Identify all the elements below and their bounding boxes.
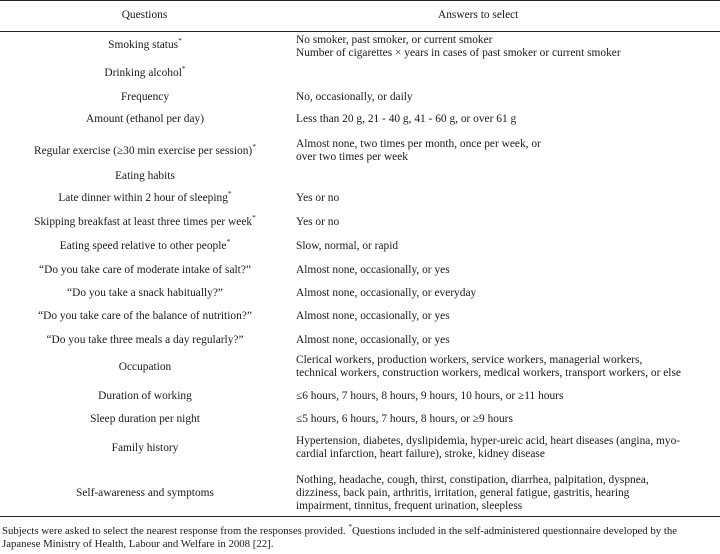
header-questions: Questions [121, 9, 168, 21]
table-header [0, 6, 720, 26]
question-cell: “Do you take care of moderate intake of salt?” [39, 264, 251, 276]
question-cell: Frequency [120, 91, 170, 103]
answer-line: impairment, tinnitus, frequent urination, sleepless [296, 500, 523, 513]
question-cell: Regular exercise (≥30 min exercise per session)* [34, 142, 256, 157]
answer-line: Almost none, occasionally, or yes [296, 310, 450, 322]
answer-cell [296, 354, 714, 380]
footnote-marker: * [348, 522, 353, 531]
question-cell: Duration of working [98, 390, 192, 402]
answer-cell [296, 474, 714, 514]
questionnaire-marker: * [252, 142, 256, 151]
answer-line: Yes or no [296, 192, 340, 204]
answer-line: Hypertension, diabetes, dyslipidemia, hyper-ureic acid, heart diseases (angina, myo- [296, 435, 681, 447]
question-cell: Occupation [118, 361, 172, 373]
questionnaire-marker: * [227, 189, 232, 198]
answer-cell [296, 34, 714, 60]
answer-line: cardial infarction, heart failure), stroke, kidney disease [296, 448, 545, 461]
answer-line: Almost none, occasionally, or yes [296, 334, 450, 346]
answer-line: Almost none, two times per month, once per week, or [296, 138, 541, 150]
answer-cell [296, 264, 714, 277]
question-cell: Late dinner within 2 hour of sleeping* [58, 189, 232, 204]
answer-cell [296, 192, 714, 205]
answer-line: technical workers, construction workers, medical workers, transport workers, or else [296, 367, 681, 380]
answer-line: dizziness, back pain, arthritis, irritation, general fatigue, gastritis, hearing [296, 487, 630, 500]
answer-line: ≤5 hours, 6 hours, 7 hours, 8 hours, or ≥9 hours [296, 413, 513, 425]
answer-cell [296, 91, 714, 104]
table-header-rule [0, 31, 720, 32]
answer-cell [296, 138, 714, 164]
answer-line: over two times per week [296, 151, 408, 164]
answer-cell [296, 413, 714, 426]
answer-line: Slow, normal, or rapid [296, 240, 399, 252]
question-cell: Family history [111, 442, 179, 454]
table-top-rule [0, 0, 720, 1]
questionnaire-marker: * [181, 64, 186, 73]
question-cell: Drinking alcohol* [104, 64, 186, 79]
answer-cell [296, 240, 714, 253]
footnote-text: Subjects were asked to select the nearest response from the responses provided. [2, 525, 349, 537]
answer-line: Yes or no [296, 216, 340, 228]
questionnaire-marker: * [252, 213, 256, 222]
footnote-line-2: Japanese Ministry of Health, Labour and Welfare in 2008 [22]. [2, 538, 274, 550]
footnote-text: Questions included in the self-administered questionnaire developed by the [352, 525, 678, 537]
question-cell: Amount (ethanol per day) [86, 113, 204, 125]
question-cell: “Do you take a snack habitually?” [67, 287, 223, 299]
questionnaire-marker: * [226, 237, 231, 246]
question-cell: Self-awareness and symptoms [76, 487, 214, 499]
table-footnote [2, 522, 718, 551]
answer-cell [296, 216, 714, 229]
answer-line: No smoker, past smoker, or current smoker [296, 34, 493, 46]
question-cell: Sleep duration per night [90, 413, 200, 425]
answer-line: No, occasionally, or daily [296, 91, 413, 103]
question-cell: Skipping breakfast at least three times per week* [34, 213, 256, 228]
answer-cell [296, 390, 714, 403]
answer-cell [296, 334, 714, 347]
question-cell: Eating habits [115, 170, 175, 182]
header-answers: Answers to select [438, 9, 519, 21]
question-cell: Eating speed relative to other people* [59, 237, 231, 252]
answer-line: Nothing, headache, cough, thirst, constipation, diarrhea, palpitation, dyspnea, [296, 474, 649, 486]
answer-line: Clerical workers, production workers, service workers, managerial workers, [296, 354, 643, 366]
answer-line: Less than 20 g, 21 - 40 g, 41 - 60 g, or over 61 g [296, 113, 517, 125]
answer-cell [296, 287, 714, 300]
answer-cell [296, 113, 714, 126]
answer-line: Almost none, occasionally, or yes [296, 264, 450, 276]
question-cell: “Do you take three meals a day regularly?” [46, 334, 244, 346]
question-cell: “Do you take care of the balance of nutrition?” [38, 310, 252, 322]
answer-line: Almost none, occasionally, or everyday [296, 287, 477, 299]
answer-line: Number of cigarettes × years in cases of past smoker or current smoker [296, 47, 621, 60]
questionnaire-marker: * [178, 36, 182, 45]
table-bottom-rule [0, 516, 720, 517]
question-cell: Smoking status* [108, 36, 182, 51]
answer-cell [296, 435, 714, 461]
answer-cell [296, 310, 714, 323]
footnote-line-1 [2, 522, 718, 538]
answer-line: ≤6 hours, 7 hours, 8 hours, 9 hours, 10 hours, or ≥11 hours [296, 390, 564, 402]
